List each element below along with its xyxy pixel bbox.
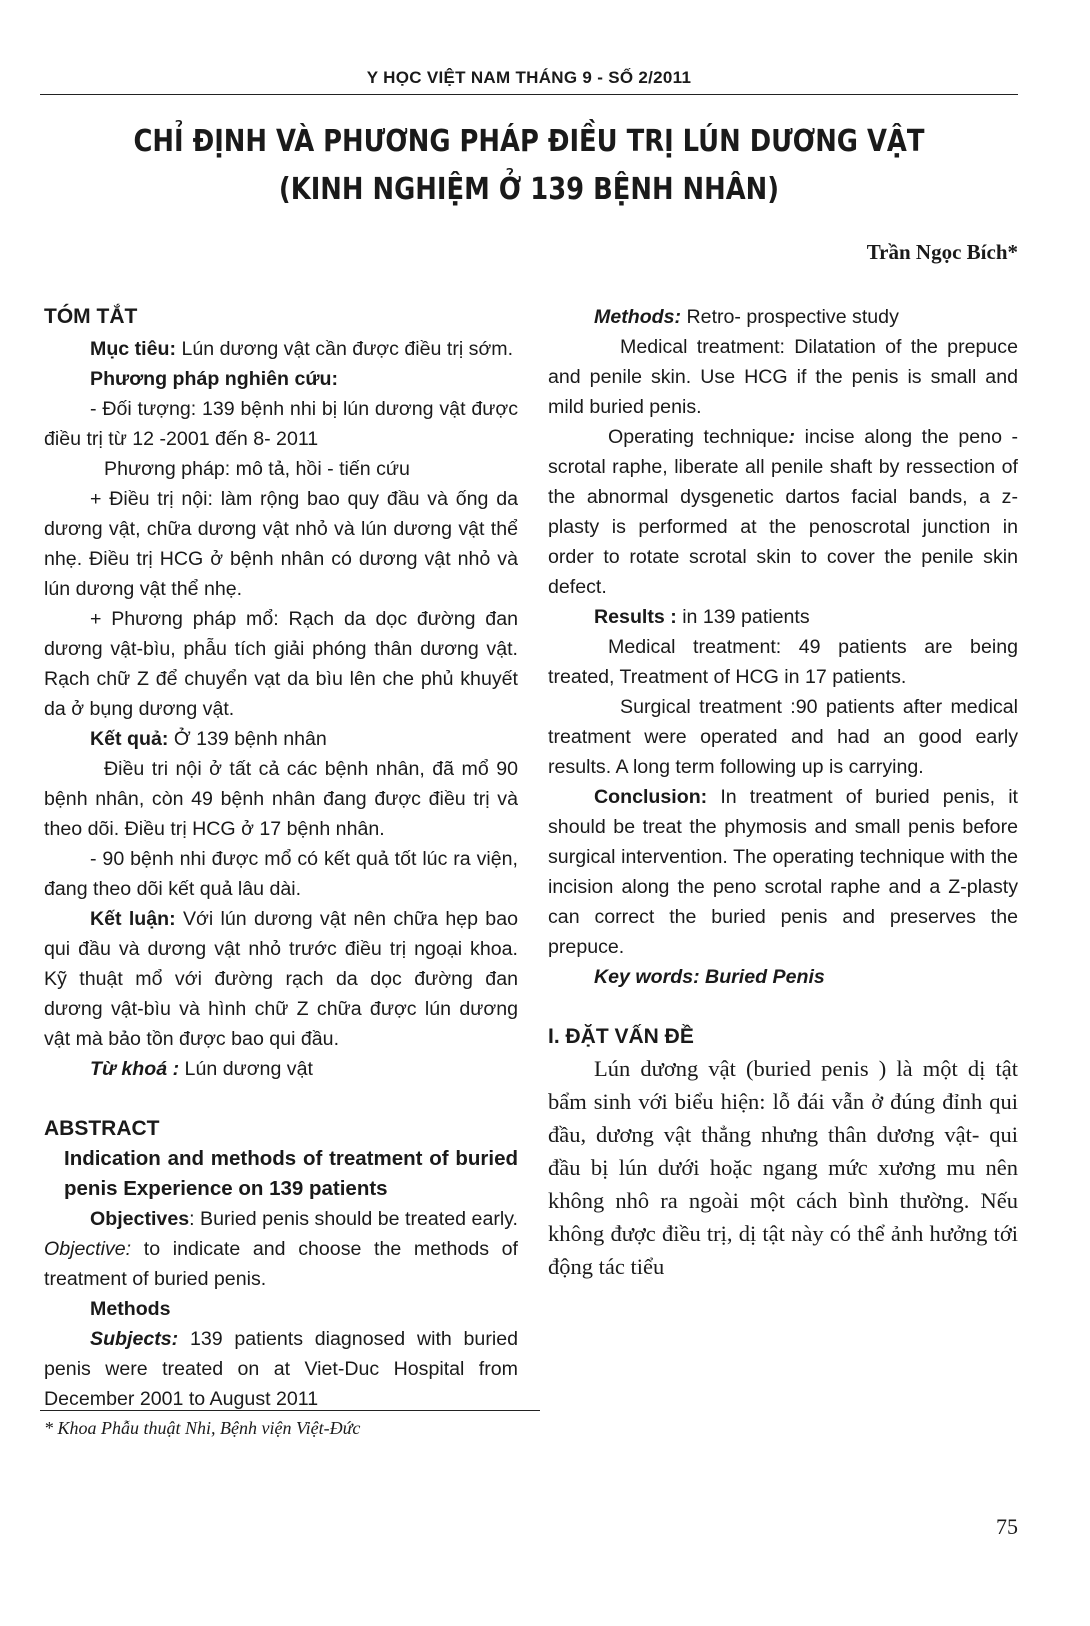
subjects-label: Subjects: xyxy=(90,1328,179,1350)
header-rule xyxy=(40,94,1018,95)
abstract-methods-label: Methods xyxy=(90,1298,171,1320)
subjects-text: 139 patients diagnosed with buried penis were treated on at Viet-Duc Hospital from December 2001 to August 2011 xyxy=(44,1328,518,1410)
running-head: Y HỌC VIỆT NAM THÁNG 9 - SỐ 2/2011 xyxy=(366,68,692,87)
keywords-label: Từ khoá : xyxy=(90,1058,180,1080)
medical-treatment-paragraph: + Điều trị nội: làm rộng bao quy đầu và ống da dương vật, chữa dương vật nhỏ và lún dương vật thể nhẹ. Điều trị HCG ở bệnh nhân có dương vật nhỏ và lún dương vật thể nhẹ. xyxy=(44,488,518,600)
abstract-conclusion xyxy=(548,782,1018,962)
abstract-methods2 xyxy=(548,302,1018,332)
methods-label: Phương pháp nghiên cứu: xyxy=(90,368,339,390)
objective-text: Lún dương vật cần được điều trị sớm. xyxy=(176,338,514,360)
abstract-heading: ABSTRACT xyxy=(44,1117,160,1140)
abstract-results-medical: Medical treatment: 49 patients are being treated, Treatment of HCG in 17 patients. xyxy=(548,636,1018,688)
abstract-results xyxy=(548,602,1018,632)
objectives-label: Objectives xyxy=(90,1208,190,1230)
abstract-keywords: Key words: Buried Penis xyxy=(594,966,825,988)
conclusion-label: Kết luận: xyxy=(90,908,176,930)
objective-text-en: to indicate and choose the methods of treatment of buried penis. xyxy=(44,1238,518,1290)
keywords-paragraph xyxy=(44,1054,518,1084)
abstract-operating xyxy=(548,422,1018,602)
operating-label: Operating technique xyxy=(608,426,789,448)
keywords-text: Lún dương vật xyxy=(179,1058,313,1080)
page-number: 75 xyxy=(996,1514,1018,1539)
conclusion-text: Với lún dương vật nên chữa hẹp bao qui đầu và dương vật nhỏ trước điều trị ngoại khoa. Kỹ thuật mổ với đường rạch da dọc đường đan dương vật-bìu và hình chữ Z chữa được lún dương vật mà bảo tồn được bao qui đầu. xyxy=(44,908,518,1050)
results-detail-1: Điều tri nội ở tất cả các bệnh nhân, đã mổ 90 bệnh nhân, còn 49 bệnh nhân đang được điều trị và theo dõi. Điều trị HCG ở 17 bệnh nhân. xyxy=(44,758,518,840)
abstract-objectives xyxy=(44,1204,518,1294)
article-title xyxy=(108,118,949,214)
author: Trần Ngọc Bích* xyxy=(866,240,1018,264)
abstract-subjects xyxy=(44,1324,518,1414)
section-1-heading: I. ĐẶT VẤN ĐỀ xyxy=(548,1025,694,1048)
objectives-text: : Buried penis should be treated early. xyxy=(189,1208,518,1230)
surgical-method-paragraph: + Phương pháp mổ: Rạch da dọc đường đan dương vật-bìu, phẫu tích giải phóng thân dương vật. Rạch chữ Z để chuyển vạt da bìu lên che phủ khuyết da ở bụng dương vật. xyxy=(44,608,518,720)
results-label-en: Results : xyxy=(594,606,677,628)
operating-text: incise along the peno -scrotal raphe, liberate all penile shaft by ressection of the abnormal dysgenetic dartos facial bands, a z-plasty is performed at the penoscrotal junction in order to rotate scrotal skin to cover the penile skin defect. xyxy=(548,426,1019,598)
title-line-2: (KINH NGHIỆM Ở 139 BỆNH NHÂN) xyxy=(278,172,780,207)
conclusion-text-en: In treatment of buried penis, it should be treat the phymosis and small penis before surgical intervention. The operating technique with the incision along the peno scrotal raphe and a Z-plasty can correct the buried penis and preserves the prepuce. xyxy=(548,786,1018,958)
results-paragraph xyxy=(44,724,518,754)
right-column xyxy=(548,302,1018,1283)
conclusion-paragraph xyxy=(44,904,518,1054)
footnote-rule xyxy=(40,1410,540,1411)
footnote: * Khoa Phẫu thuật Nhi, Bệnh viện Việt-Đức xyxy=(44,1418,361,1438)
abstract-medical-treatment: Medical treatment: Dilatation of the prepuce and penile skin. Use HCG if the penis is small and mild buried penis. xyxy=(548,336,1018,418)
summary-heading: TÓM TẮT xyxy=(44,305,138,328)
results-text-en: in 139 patients xyxy=(676,606,810,628)
methods2-text: Retro- prospective study xyxy=(681,306,899,328)
abstract-results-surgical: Surgical treatment :90 patients after medical treatment were operated and had an good early results. A long term following up is carrying. xyxy=(548,696,1018,778)
conclusion-label-en: Conclusion: xyxy=(594,786,708,808)
section-1-text: Lún dương vật (buried penis ) là một dị tật bẩm sinh với biểu hiện: lỗ đái vẫn ở đúng đỉnh qui đầu, dương vật thẳng nhưng thân dương vật- qui đầu bị lún dưới hoặc ngang mức xương mu nên không nhô ra ngoài một cách bình thường. Nếu không được điều trị, dị tật này có thể ảnh hưởng tới động tác tiểu xyxy=(548,1056,1018,1279)
objective-label: Mục tiêu: xyxy=(90,338,176,360)
method-paragraph: Phương pháp: mô tả, hồi - tiến cứu xyxy=(104,458,410,480)
results-detail-2: - 90 bệnh nhi được mổ có kết quả tốt lúc ra viện, đang theo dõi kết quả lâu dài. xyxy=(44,848,518,900)
objective-label-en: Objective: xyxy=(44,1238,132,1260)
results-text: Ở 139 bệnh nhân xyxy=(168,728,327,750)
subjects-paragraph: - Đối tượng: 139 bệnh nhi bị lún dương vật được điều trị từ 12 -2001 đến 8- 2011 xyxy=(44,398,518,450)
results-label: Kết quả: xyxy=(90,728,169,750)
left-column xyxy=(44,302,518,1414)
objective-paragraph xyxy=(44,334,518,364)
abstract-title: Indication and methods of treatment of buried penis Experience on 139 patients xyxy=(64,1147,518,1200)
operating-colon: : xyxy=(788,426,796,448)
methods2-label: Methods: xyxy=(594,306,682,328)
title-line-1: CHỈ ĐỊNH VÀ PHƯƠNG PHÁP ĐIỀU TRỊ LÚN DƯƠNG VẬT xyxy=(133,124,925,159)
